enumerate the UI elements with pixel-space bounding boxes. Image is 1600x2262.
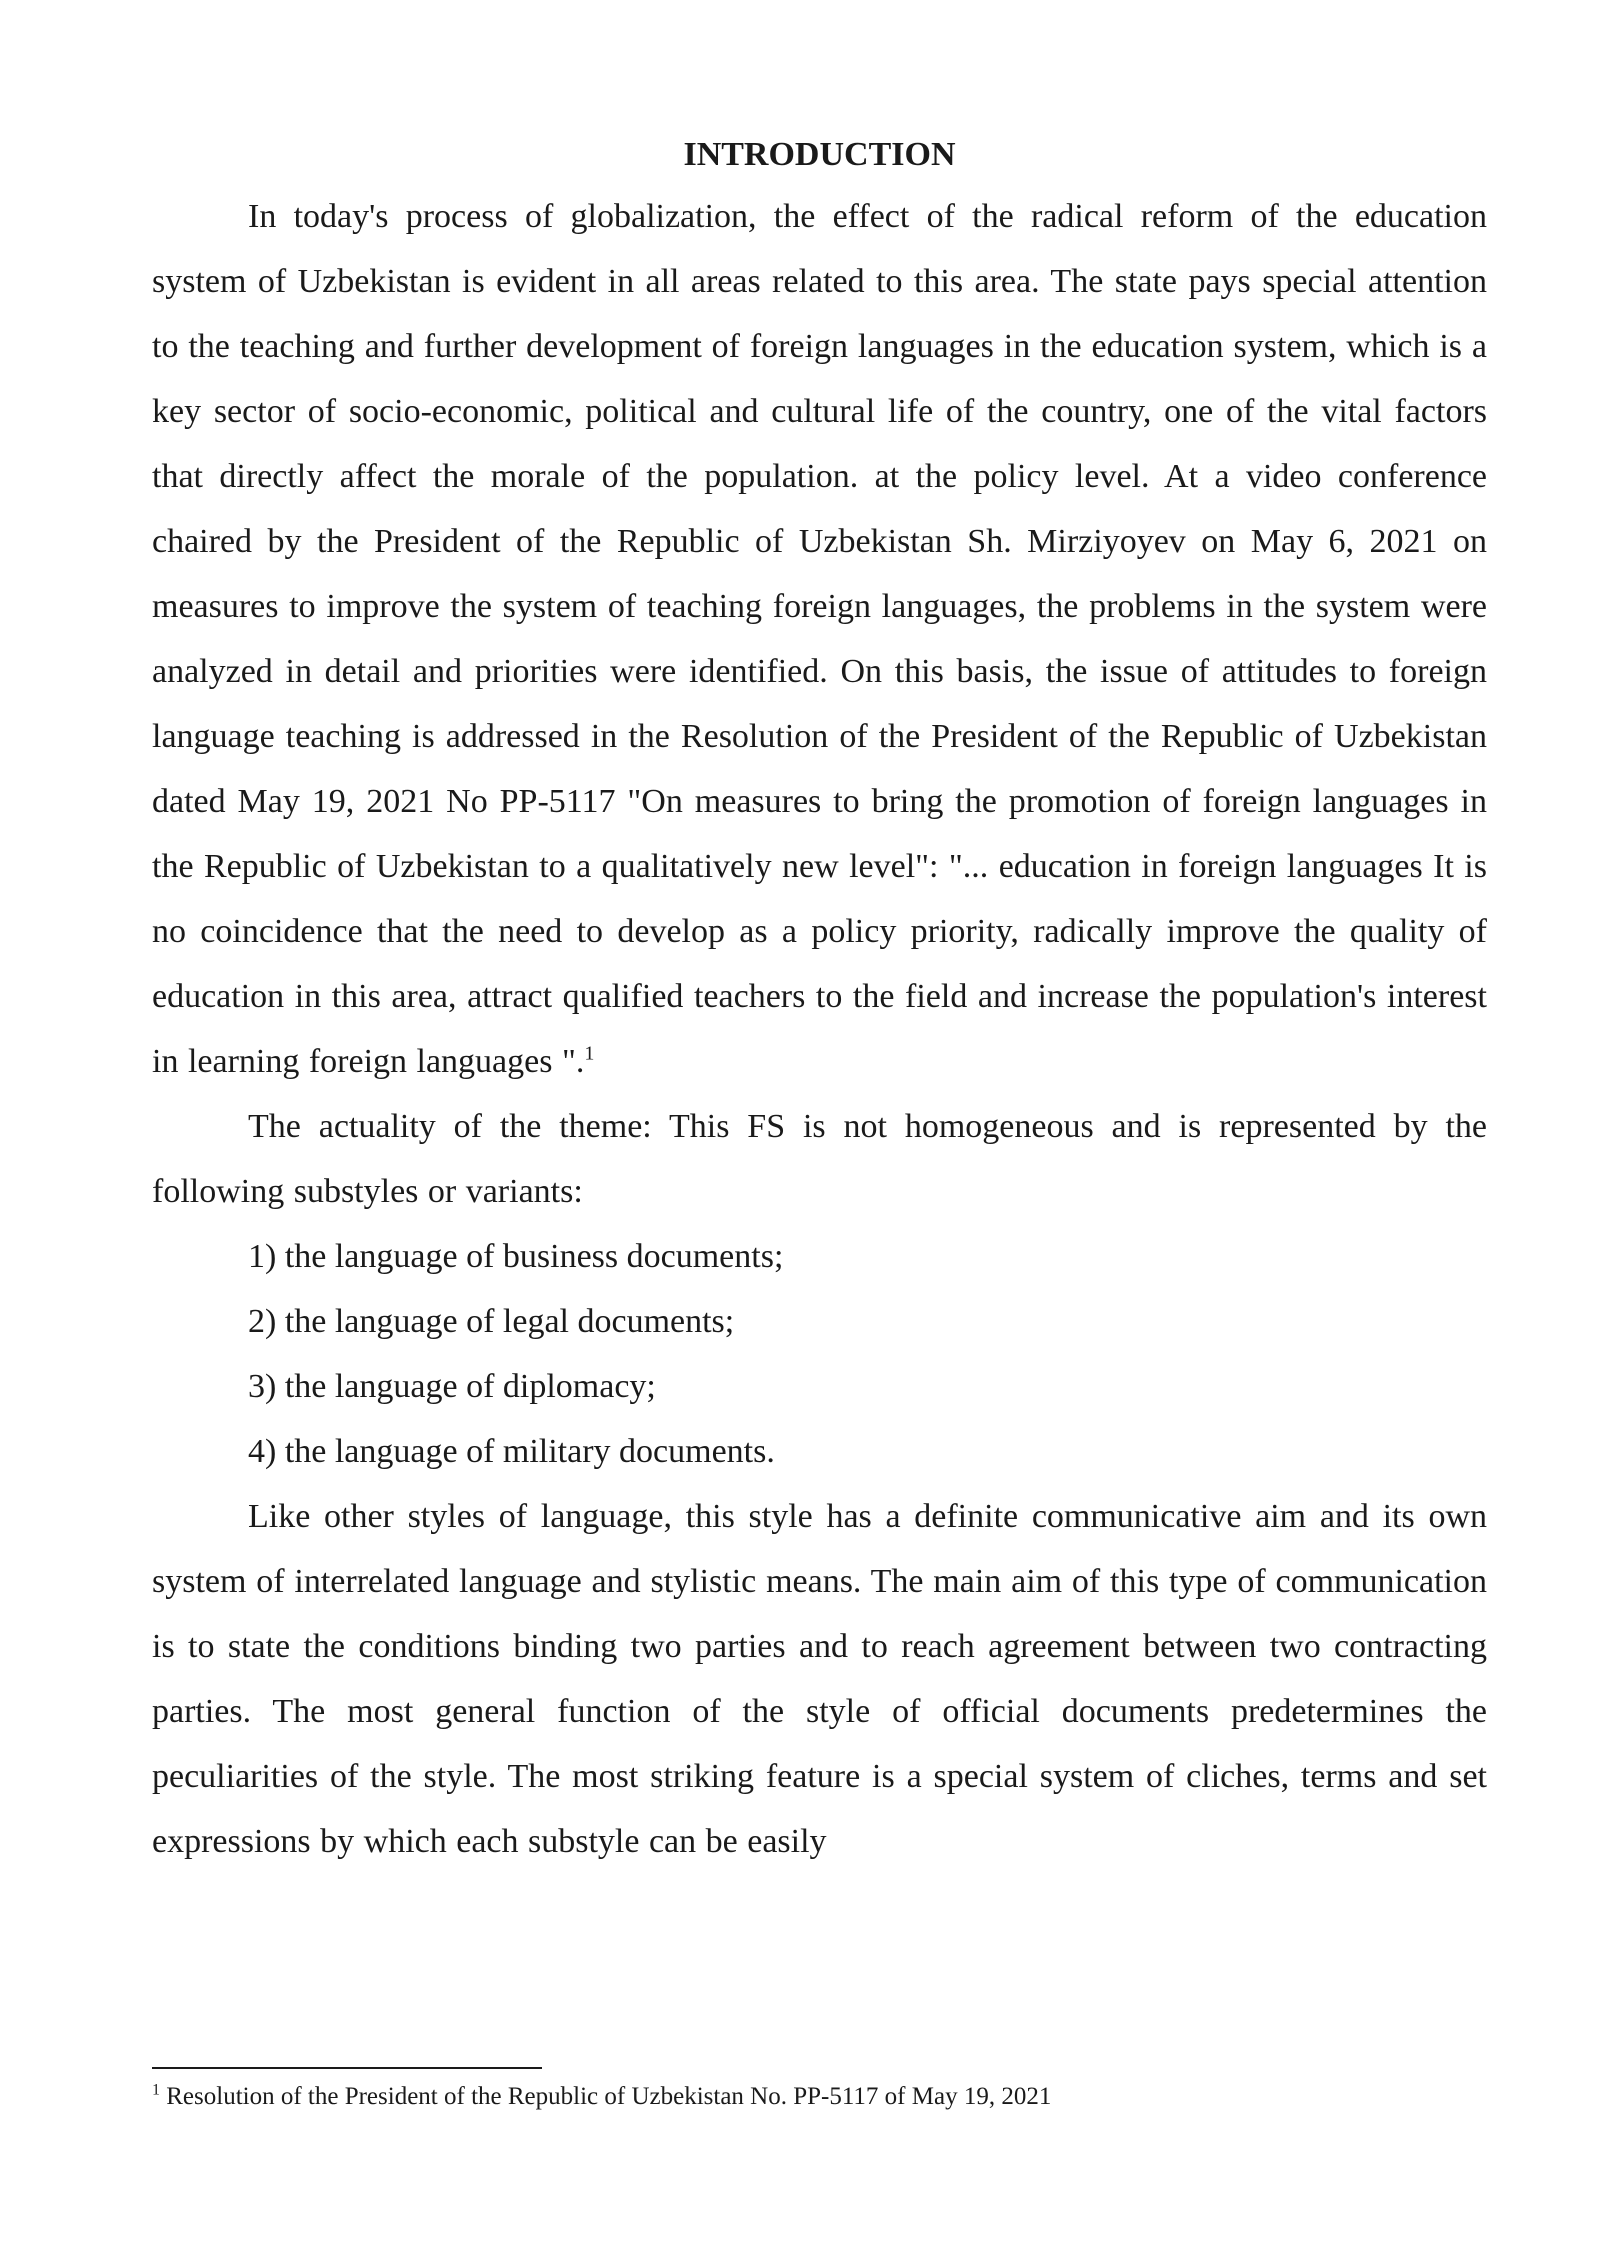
list-item: 4) the language of military documents. — [248, 1433, 775, 1470]
paragraph-introduction — [152, 184, 1487, 1094]
footnote — [152, 2080, 1487, 2114]
footnote-divider — [152, 2067, 542, 2069]
footnote-text: Resolution of the President of the Republic of Uzbekistan No. PP-5117 of May 19, 2021 — [166, 2083, 1052, 2110]
paragraph-style-description: Like other styles of language, this style has a definite communicative aim and its own system of interrelated language and stylistic means. The main aim of this type of communication is to state the conditions binding two parties and to reach agreement between two contracting parties. The most general function of the style of official documents predetermines the peculiarities of the style. The most striking feature is a special system of cliches, terms and set expressions by which each substyle can be easily — [152, 1498, 1487, 1860]
page-heading: INTRODUCTION — [683, 136, 956, 173]
list-item: 1) the language of business documents; — [248, 1238, 784, 1275]
paragraph-actuality: The actuality of the theme: This FS is not homogeneous and is represented by the following substyles or variants: — [152, 1108, 1487, 1210]
list-item: 3) the language of diplomacy; — [248, 1368, 656, 1405]
footnote-number: 1 — [152, 2081, 160, 2099]
paragraph-introduction-text: In today's process of globalization, the effect of the radical reform of the education system of Uzbekistan is evident in all areas related to this area. The state pays special attention to the teaching and further development of foreign languages in the education system, which is a key sector of socio-economic, political and cultural life of the country, one of the vital factors that directly affect the morale of the population. at the policy level. At a video conference chaired by the President of the Republic of Uzbekistan Sh. Mirziyoyev on May 6, 2021 on measures to improve the system of teaching foreign languages, the problems in the system were analyzed in detail and priorities were identified. On this basis, the issue of attitudes to foreign language teaching is addressed in the Resolution of the President of the Republic of Uzbekistan dated May 19, 2021 No PP-5117 "On measures to bring the promotion of foreign languages in the Republic of Uzbekistan to a qualitatively new level": "... education in foreign languages It is no coincidence that the need to develop as a policy priority, radically improve the quality of education in this area, attract qualified teachers to the field and increase the population's interest in learning foreign languages ". — [152, 198, 1487, 1080]
document-body — [152, 126, 1487, 1874]
list-item: 2) the language of legal documents; — [248, 1303, 735, 1340]
footnote-reference: 1 — [584, 1042, 595, 1065]
